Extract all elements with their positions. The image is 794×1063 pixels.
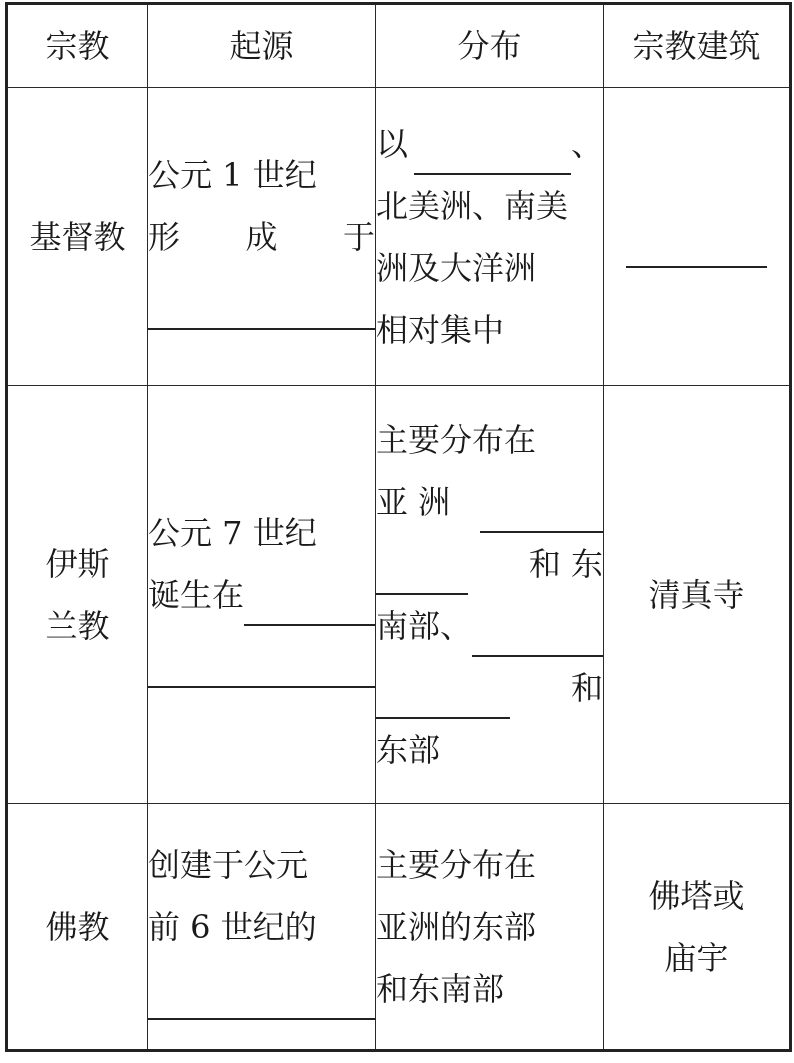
islam-name bbox=[7, 386, 148, 804]
islam-dist-line5 bbox=[376, 657, 603, 719]
islam-dist-line4 bbox=[376, 595, 603, 657]
christianity-origin-char2: 成 bbox=[245, 217, 278, 256]
header-architecture: 宗教建筑 bbox=[604, 4, 791, 88]
christianity-dist-prefix: 以 bbox=[376, 124, 409, 163]
islam-dist-line3 bbox=[376, 533, 603, 595]
buddhism-architecture bbox=[604, 804, 791, 1051]
religion-table bbox=[5, 2, 792, 1052]
buddhism-name: 佛教 bbox=[7, 804, 148, 1051]
islam-dist-asia: 亚 洲 bbox=[376, 482, 451, 521]
christianity-distribution bbox=[376, 88, 604, 386]
christianity-dist-blank[interactable] bbox=[414, 133, 571, 175]
christianity-dist-line1 bbox=[376, 113, 603, 175]
header-row bbox=[7, 4, 791, 88]
christianity-origin-blank[interactable] bbox=[148, 288, 375, 330]
islam-origin-line1: 公元 7 世纪 bbox=[148, 513, 317, 552]
header-religion: 宗教 bbox=[7, 4, 148, 88]
islam-dist-line1: 主要分布在 bbox=[376, 420, 537, 459]
buddhism-dist-line2: 亚洲的东部 bbox=[376, 907, 537, 946]
row-christianity bbox=[7, 88, 791, 386]
islam-origin-blank1[interactable] bbox=[244, 584, 375, 626]
islam-distribution bbox=[376, 386, 604, 804]
christianity-dist-line3: 洲及大洋洲 bbox=[376, 248, 537, 287]
buddhism-origin-line2: 前 6 世纪的 bbox=[148, 907, 317, 946]
islam-dist-and2: 和 bbox=[570, 668, 603, 707]
row-islam bbox=[7, 386, 791, 804]
christianity-architecture bbox=[604, 88, 791, 386]
christianity-origin-char1: 形 bbox=[148, 217, 181, 256]
buddhism-distribution bbox=[376, 804, 604, 1051]
buddhism-origin bbox=[148, 804, 376, 1051]
christianity-dist-sep: 、 bbox=[570, 124, 603, 163]
header-distribution: 分布 bbox=[376, 4, 604, 88]
islam-dist-line6: 东部 bbox=[376, 730, 441, 769]
buddhism-origin-line1: 创建于公元 bbox=[148, 845, 309, 884]
islam-dist-south: 南部、 bbox=[376, 606, 473, 645]
buddhism-origin-blank[interactable] bbox=[148, 978, 375, 1020]
buddhism-dist-line3: 和东南部 bbox=[376, 969, 505, 1008]
buddhism-architecture-line1: 佛塔或 bbox=[648, 876, 745, 915]
christianity-origin-line1: 公元 1 世纪 bbox=[148, 155, 317, 194]
islam-name-line2: 兰教 bbox=[45, 606, 110, 645]
christianity-dist-line4: 相对集中 bbox=[376, 310, 505, 349]
islam-origin-prefix: 诞生在 bbox=[148, 575, 245, 614]
islam-origin-line2 bbox=[148, 564, 375, 626]
buddhism-dist-line1: 主要分布在 bbox=[376, 845, 537, 884]
christianity-architecture-blank[interactable] bbox=[626, 226, 767, 268]
islam-origin-blank2[interactable] bbox=[148, 646, 375, 688]
row-buddhism bbox=[7, 804, 791, 1051]
islam-dist-and1: 和 东 bbox=[528, 544, 603, 583]
christianity-origin-line2 bbox=[148, 206, 375, 268]
islam-dist-blank3[interactable] bbox=[472, 615, 603, 657]
buddhism-architecture-line2: 庙宇 bbox=[664, 938, 729, 977]
christianity-origin bbox=[148, 88, 376, 386]
header-origin: 起源 bbox=[148, 4, 376, 88]
islam-dist-blank2[interactable] bbox=[376, 553, 468, 595]
islam-dist-line2 bbox=[376, 471, 603, 533]
islam-dist-blank4[interactable] bbox=[376, 677, 510, 719]
christianity-dist-line2: 北美洲、南美 bbox=[376, 186, 569, 225]
islam-dist-blank1[interactable] bbox=[480, 491, 603, 533]
islam-name-line1: 伊斯 bbox=[45, 544, 110, 583]
islam-architecture: 清真寺 bbox=[604, 386, 791, 804]
christianity-name: 基督教 bbox=[7, 88, 148, 386]
islam-origin bbox=[148, 386, 376, 804]
christianity-origin-char3: 于 bbox=[342, 217, 375, 256]
